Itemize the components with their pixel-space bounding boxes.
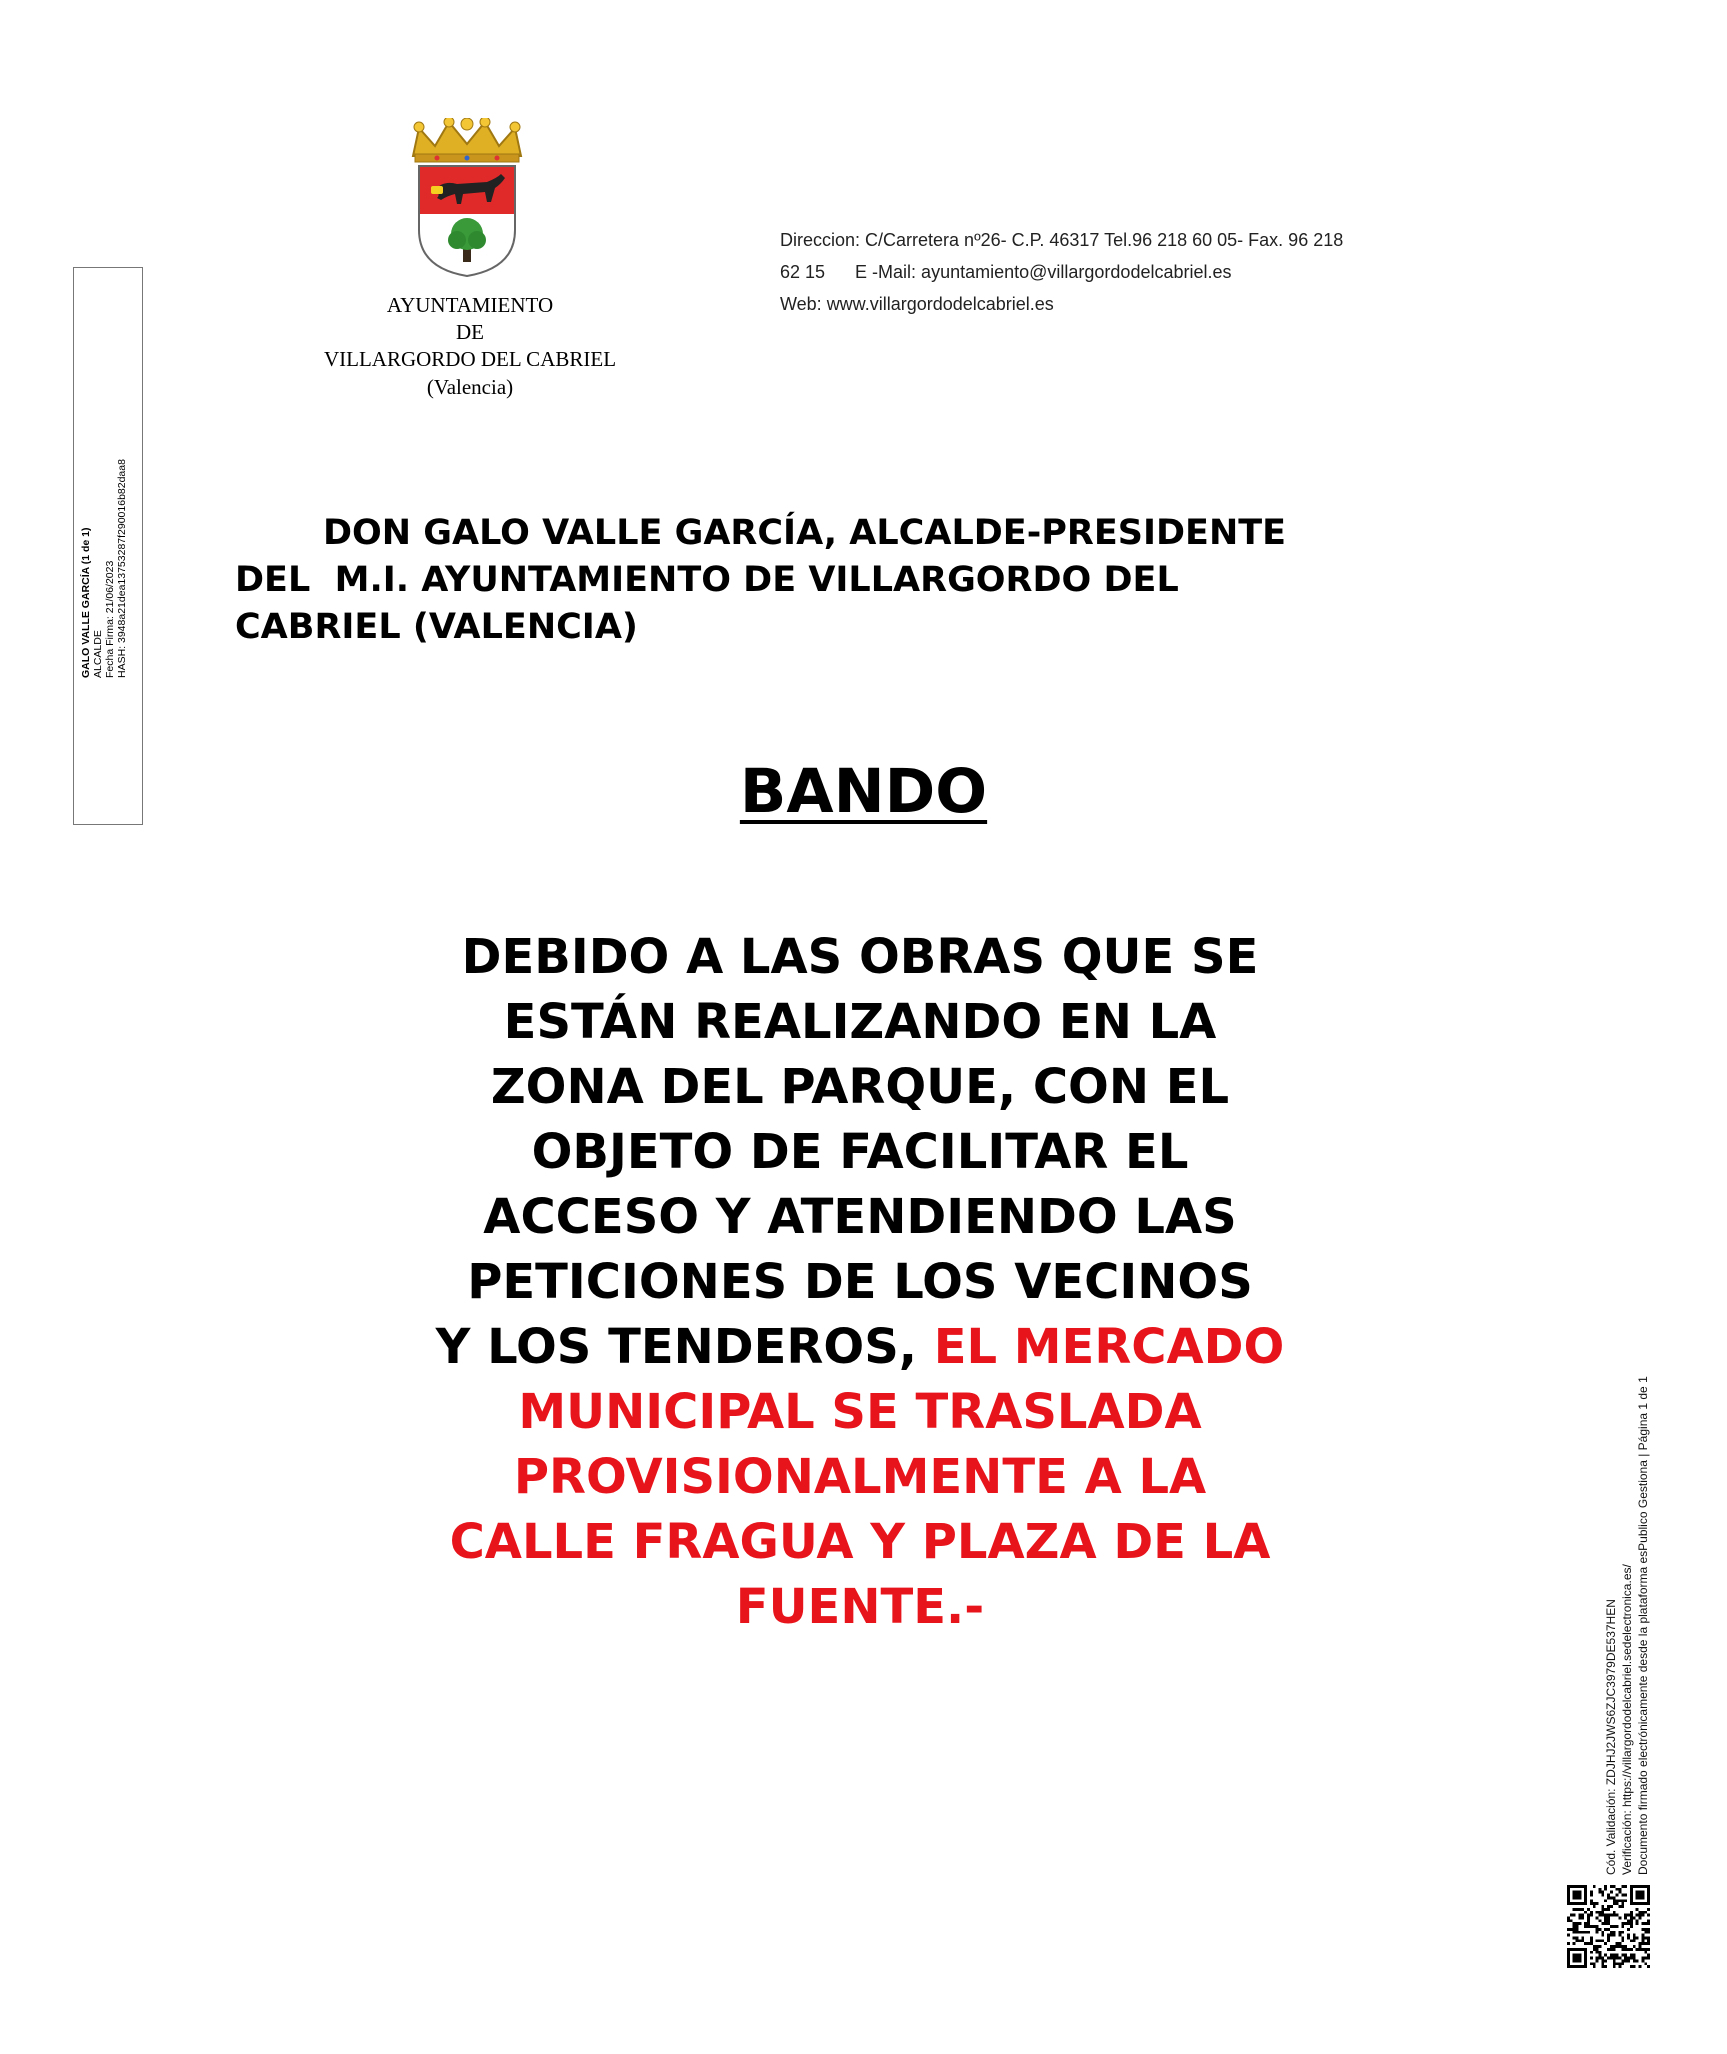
document-title: BANDO [739,756,988,827]
qr-code-icon [1567,1885,1650,1968]
validation-code: Cód. Validación: ZDJHJ2JWS6ZJC3979DE537HEN [1604,1599,1618,1875]
town-line-1: AYUNTAMIENTO [386,293,554,317]
contact-email: 62 15 E -Mail: ayuntamiento@villargordodelcabriel.es [780,262,1232,282]
body-line: OBJETO DE FACILITAR EL [531,1124,1189,1180]
signature-date: Fecha Firma: 21/06/2023 [104,560,116,678]
announcement-body [330,925,1390,1640]
signer-name: GALO VALLE GARCÍA (1 de 1) [80,527,92,678]
mayor-heading [235,510,1435,651]
town-line-3: VILLARGORDO DEL CABRIEL [323,347,617,371]
body-line: ACCESO Y ATENDIENDO LAS [483,1189,1237,1245]
body-line-red: PROVISIONALMENTE A LA [513,1449,1207,1505]
contact-web: Web: www.villargordodelcabriel.es [780,294,1054,314]
heading-line-2: DEL M.I. AYUNTAMIENTO DE VILLARGORDO DEL [235,560,1179,600]
body-text-red: EL MERCADO [933,1319,1285,1375]
signature-box [73,267,143,825]
validation-platform: Documento firmado electrónicamente desde la plataforma esPublico Gestiona | Página 1 de 1 [1636,1376,1650,1875]
signer-role: ALCALDE [92,630,104,678]
body-line-red: FUENTE.- [735,1579,985,1635]
coat-of-arms-icon [405,118,530,278]
town-line-4: (Valencia) [426,375,514,399]
body-line: PETICIONES DE LOS VECINOS [467,1254,1253,1310]
body-text-black: Y LOS TENDEROS, [435,1319,934,1375]
body-line: DEBIDO A LAS OBRAS QUE SE [461,929,1259,985]
body-line-mixed [330,1315,1390,1380]
heading-line-3: CABRIEL (VALENCIA) [235,607,638,647]
body-line-red: MUNICIPAL SE TRASLADA [518,1384,1202,1440]
heading-line-1: DON GALO VALLE GARCÍA, ALCALDE-PRESIDENTE [323,513,1287,553]
body-line: ZONA DEL PARQUE, CON EL [490,1059,1230,1115]
contact-address: Direccion: C/Carretera nº26- C.P. 46317 Tel.96 218 60 05- Fax. 96 218 [780,230,1344,250]
signature-hash: HASH: 3948a21dea13753287f290016b82daa8 [116,459,128,678]
town-line-2: DE [456,320,484,344]
body-line: ESTÁN REALIZANDO EN LA [503,994,1217,1050]
validation-url: Verificación: https://villargordodelcabriel.sedelectronica.es/ [1620,1564,1634,1875]
body-line-red: CALLE FRAGUA Y PLAZA DE LA [449,1514,1271,1570]
